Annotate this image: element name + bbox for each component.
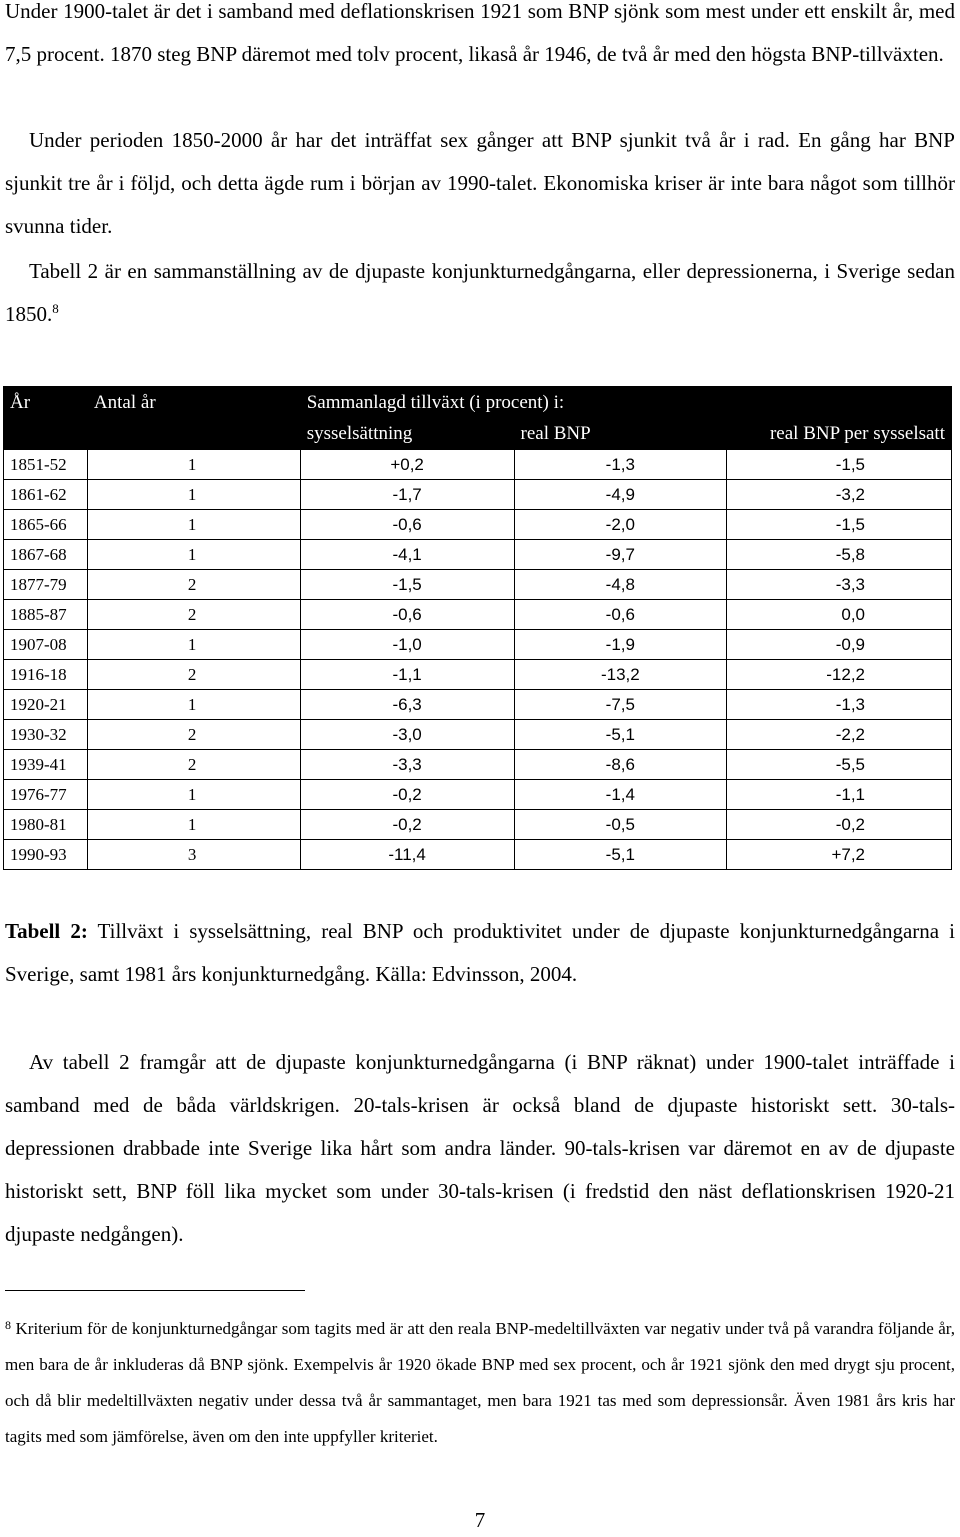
cell-gdp: -5,1: [514, 720, 727, 750]
cell-gdp: -9,7: [514, 540, 727, 570]
cell-years: 1: [87, 690, 300, 720]
paragraph-bnp-decline: [5, 119, 955, 248]
cell-gdp-per-employed: +7,2: [727, 840, 952, 870]
header-year-blank: [4, 418, 88, 450]
table-caption: [5, 910, 955, 996]
table-row: [4, 510, 952, 540]
cell-years: 1: [87, 810, 300, 840]
cell-gdp-per-employed: -1,5: [727, 510, 952, 540]
cell-gdp-per-employed: -5,5: [727, 750, 952, 780]
table-row: [4, 780, 952, 810]
cell-period: 1861-62: [4, 480, 88, 510]
cell-years: 2: [87, 570, 300, 600]
cell-years: 1: [87, 450, 300, 480]
cell-period: 1851-52: [4, 450, 88, 480]
footnote-text: Kriterium för de konjunkturnedgångar som tagits med är att den reala BNP-medeltillväxten var negativ under två på varandra följande år, men bara de år inkluderas då BNP sjönk. Exempelvis år 1920 ökade BNP med sex procent, och år 1921 sjönk den med drygt sju procent, och då blir medeltillväxten negativ under dessa två år sammantaget, men bara 1921 tas med som depressionsår. Även 1981 års kris har tagits med som jämförelse, även om den inte uppfyller kriteriet.: [5, 1319, 956, 1446]
table-header-row: [4, 387, 952, 419]
cell-gdp: -1,3: [514, 450, 727, 480]
cell-gdp: -7,5: [514, 690, 727, 720]
header-gdp: real BNP: [514, 418, 727, 450]
cell-gdp: -0,6: [514, 600, 727, 630]
page-number: 7: [474, 1508, 486, 1532]
footnote-divider: [5, 1290, 305, 1291]
cell-employment: -0,2: [300, 810, 514, 840]
paragraph-table-intro-text: Tabell 2 är en sammanställning av de djupaste konjunkturnedgångarna, eller depressionerna, i Sverige sedan 1850.: [5, 259, 955, 326]
cell-years: 1: [87, 510, 300, 540]
header-years-count: Antal år: [87, 387, 300, 419]
cell-years: 1: [87, 480, 300, 510]
table-row: [4, 810, 952, 840]
cell-employment: -1,7: [300, 480, 514, 510]
cell-employment: -11,4: [300, 840, 514, 870]
cell-employment: -4,1: [300, 540, 514, 570]
header-employment: sysselsättning: [300, 418, 514, 450]
table-row: [4, 660, 952, 690]
cell-gdp: -1,9: [514, 630, 727, 660]
paragraph-bnp-decline-text: Under perioden 1850-2000 år har det inträffat sex gånger att BNP sjunkit två år i rad. En gång har BNP sjunkit tre år i följd, och detta ägde rum i början av 1990-talet. Ekonomiska kriser är inte bara något som tillhör svunna tider.: [5, 128, 955, 238]
cell-employment: -3,3: [300, 750, 514, 780]
cell-period: 1976-77: [4, 780, 88, 810]
intro-paragraph: [5, 0, 955, 76]
cell-period: 1930-32: [4, 720, 88, 750]
caption-text: Tillväxt i sysselsättning, real BNP och produktivitet under de djupaste konjunkturnedgångarna i Sverige, samt 1981 års konjunkturnedgång. Källa: Edvinsson, 2004.: [5, 919, 955, 986]
cell-period: 1916-18: [4, 660, 88, 690]
cell-gdp-per-employed: -5,8: [727, 540, 952, 570]
table-row: [4, 600, 952, 630]
cell-gdp: -4,9: [514, 480, 727, 510]
cell-years: 2: [87, 750, 300, 780]
cell-employment: -1,5: [300, 570, 514, 600]
cell-gdp: -5,1: [514, 840, 727, 870]
cell-gdp-per-employed: 0,0: [727, 600, 952, 630]
header-years-count-blank: [87, 418, 300, 450]
table-row: [4, 570, 952, 600]
cell-years: 2: [87, 600, 300, 630]
table-subheader-row: [4, 418, 952, 450]
cell-gdp-per-employed: -12,2: [727, 660, 952, 690]
cell-employment: -3,0: [300, 720, 514, 750]
table-row: [4, 450, 952, 480]
intro-paragraph-text: Under 1900-talet är det i samband med deflationskrisen 1921 som BNP sjönk som mest under ett enskilt år, med 7,5 procent. 1870 steg BNP däremot med tolv procent, likaså år 1946, de två år med den högsta BNP-tillväxten.: [5, 0, 955, 66]
cell-years: 2: [87, 660, 300, 690]
cell-gdp-per-employed: -0,9: [727, 630, 952, 660]
cell-employment: -1,0: [300, 630, 514, 660]
cell-employment: -1,1: [300, 660, 514, 690]
table-row: [4, 750, 952, 780]
cell-years: 1: [87, 630, 300, 660]
cell-years: 2: [87, 720, 300, 750]
cell-gdp: -0,5: [514, 810, 727, 840]
cell-gdp: -4,8: [514, 570, 727, 600]
table-row: [4, 540, 952, 570]
footnote-ref: 8: [52, 301, 59, 316]
cell-years: 3: [87, 840, 300, 870]
cell-period: 1885-87: [4, 600, 88, 630]
cell-gdp-per-employed: -3,2: [727, 480, 952, 510]
cell-employment: -0,2: [300, 780, 514, 810]
cell-period: 1867-68: [4, 540, 88, 570]
cell-employment: -0,6: [300, 510, 514, 540]
caption-label: Tabell 2:: [5, 919, 88, 943]
cell-gdp: -8,6: [514, 750, 727, 780]
cell-period: 1980-81: [4, 810, 88, 840]
cell-period: 1865-66: [4, 510, 88, 540]
cell-employment: -0,6: [300, 600, 514, 630]
table-row: [4, 840, 952, 870]
cell-employment: -6,3: [300, 690, 514, 720]
cell-gdp: -1,4: [514, 780, 727, 810]
cell-gdp-per-employed: -0,2: [727, 810, 952, 840]
cell-gdp-per-employed: -1,5: [727, 450, 952, 480]
table-row: [4, 630, 952, 660]
cell-period: 1920-21: [4, 690, 88, 720]
cell-employment: +0,2: [300, 450, 514, 480]
paragraph-analysis-text: Av tabell 2 framgår att de djupaste konjunkturnedgångarna (i BNP räknat) under 1900-talet inträffade i samband med de båda världskrigen. 20-tals-krisen är också bland de djupaste historiskt sett. 30-tals-depressionen drabbade inte Sverige lika hårt som andra länder. 90-tals-krisen var däremot en av de djupaste historiskt sett, BNP föll lika mycket som under 30-tals-krisen (i fredstid den näst deflationskrisen 1920-21 djupaste nedgången).: [5, 1050, 955, 1246]
cell-period: 1990-93: [4, 840, 88, 870]
cell-years: 1: [87, 540, 300, 570]
cell-gdp-per-employed: -1,1: [727, 780, 952, 810]
footnote-number: 8: [5, 1318, 11, 1332]
cell-gdp: -13,2: [514, 660, 727, 690]
cell-period: 1907-08: [4, 630, 88, 660]
cell-years: 1: [87, 780, 300, 810]
table-body: [4, 450, 952, 870]
footnote: [5, 1311, 955, 1455]
table-row: [4, 480, 952, 510]
cell-period: 1939-41: [4, 750, 88, 780]
cell-gdp: -2,0: [514, 510, 727, 540]
paragraph-table-intro: [5, 250, 955, 336]
header-gdp-per-employed: real BNP per sysselsatt: [727, 418, 952, 450]
cell-gdp-per-employed: -2,2: [727, 720, 952, 750]
table-row: [4, 690, 952, 720]
cell-period: 1877-79: [4, 570, 88, 600]
table-row: [4, 720, 952, 750]
cell-gdp-per-employed: -1,3: [727, 690, 952, 720]
paragraph-analysis: [5, 1041, 955, 1256]
header-group: Sammanlagd tillväxt (i procent) i:: [300, 387, 951, 419]
header-year: År: [4, 387, 88, 419]
cell-gdp-per-employed: -3,3: [727, 570, 952, 600]
depression-table: [3, 386, 952, 870]
